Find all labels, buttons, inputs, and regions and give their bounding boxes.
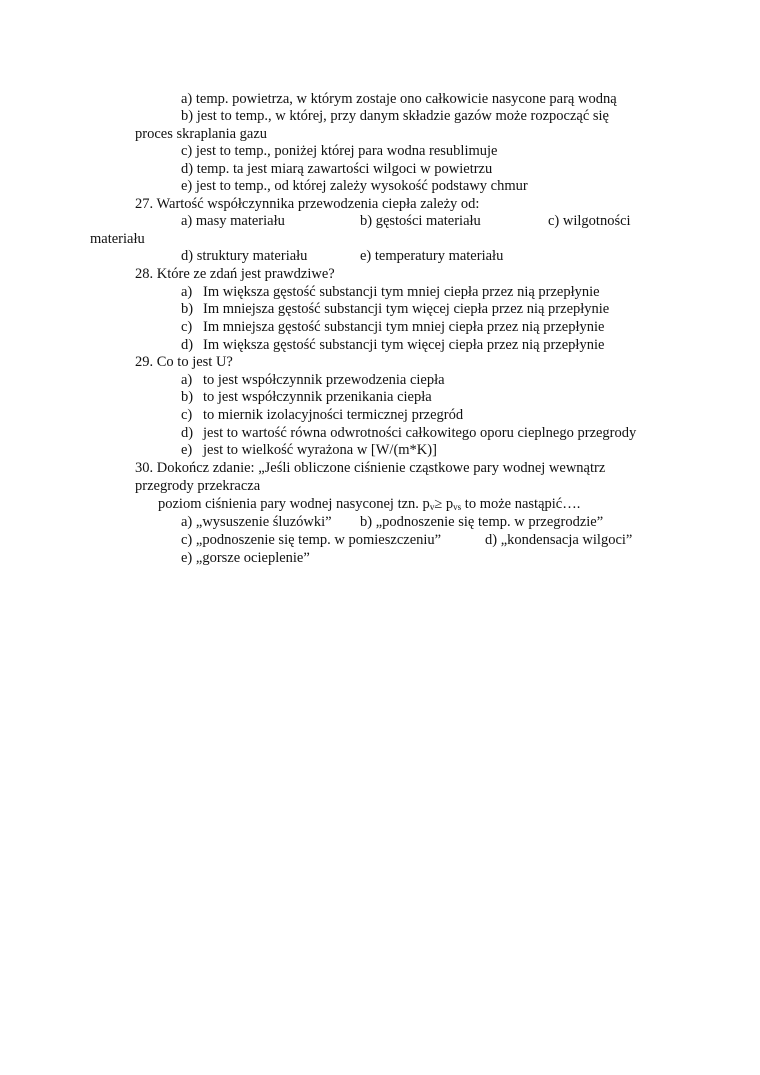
q26-option-d: d) temp. ta jest miarą zawartości wilgoci w powietrzu bbox=[181, 161, 493, 177]
q30-question-line2: przegrody przekracza bbox=[135, 478, 261, 494]
q29-question: 29. Co to jest U? bbox=[135, 354, 233, 370]
q30-option-e: e) „gorsze ocieplenie” bbox=[181, 550, 310, 566]
q27-question: 27. Wartość współczynnika przewodzenia ciepła zależy od: bbox=[135, 196, 480, 212]
q30-question-line1: 30. Dokończ zdanie: „Jeśli obliczone ciśnienie cząstkowe pary wodnej wewnątrz bbox=[135, 460, 606, 476]
q30-q3-post: to może nastąpić…. bbox=[461, 496, 581, 512]
q30-option-b: b) „podnoszenie się temp. w przegrodzie” bbox=[360, 514, 604, 530]
option-label: c) bbox=[181, 407, 193, 423]
q26-option-b-line1: b) jest to temp., w której, przy danym składzie gazów może rozpocząć się bbox=[181, 108, 609, 124]
q27-option-c-line2: materiału bbox=[90, 231, 145, 247]
option-text: to jest współczynnik przenikania ciepła bbox=[203, 389, 432, 405]
q30-q3-pre: poziom ciśnienia pary wodnej nasyconej tzn. p bbox=[158, 496, 430, 512]
q30-option-d: d) „kondensacja wilgoci” bbox=[485, 532, 633, 548]
option-text: Im mniejsza gęstość substancji tym mniej ciepła przez nią przepłynie bbox=[203, 319, 605, 335]
option-label: b) bbox=[181, 389, 194, 405]
option-label: b) bbox=[181, 301, 194, 317]
option-text: jest to wartość równa odwrotności całkowitego oporu cieplnego przegrody bbox=[203, 425, 637, 441]
option-text: Im mniejsza gęstość substancji tym więcej ciepła przez nią przepłynie bbox=[203, 301, 610, 317]
option-label: d) bbox=[181, 337, 194, 353]
q27-option-a: a) masy materiału bbox=[181, 213, 285, 229]
q26-option-a: a) temp. powietrza, w którym zostaje ono całkowicie nasycone parą wodną bbox=[181, 91, 617, 107]
option-text: jest to wielkość wyrażona w [W/(m*K)] bbox=[203, 442, 437, 458]
option-label: a) bbox=[181, 284, 193, 300]
option-label: a) bbox=[181, 372, 193, 388]
option-text: Im większa gęstość substancji tym więcej ciepła przez nią przepłynie bbox=[203, 337, 605, 353]
q30-q3-sub2: vs bbox=[453, 502, 462, 512]
q27-option-c-line1: c) wilgotności bbox=[548, 213, 631, 229]
option-text: Im większa gęstość substancji tym mniej ciepła przez nią przepłynie bbox=[203, 284, 600, 300]
option-text: to jest współczynnik przewodzenia ciepła bbox=[203, 372, 445, 388]
option-label: e) bbox=[181, 442, 193, 458]
q28-question: 28. Które ze zdań jest prawdziwe? bbox=[135, 266, 335, 282]
option-label: d) bbox=[181, 425, 194, 441]
q26-option-c: c) jest to temp., poniżej której para wodna resublimuje bbox=[181, 143, 498, 159]
q27-option-b: b) gęstości materiału bbox=[360, 213, 481, 229]
option-text: to miernik izolacyjności termicznej przegród bbox=[203, 407, 464, 423]
q30-question-line3 bbox=[158, 496, 580, 513]
q30-q3-mid: ≥ p bbox=[434, 496, 454, 512]
option-label: c) bbox=[181, 319, 193, 335]
q27-option-d: d) struktury materiału bbox=[181, 248, 308, 264]
q30-option-a: a) „wysuszenie śluzówki” bbox=[181, 514, 332, 530]
q27-option-e: e) temperatury materiału bbox=[360, 248, 504, 264]
q26-option-b-line2: proces skraplania gazu bbox=[135, 126, 268, 142]
q30-q3-sub1: v bbox=[429, 502, 435, 512]
q26-option-e: e) jest to temp., od której zależy wysokość podstawy chmur bbox=[181, 178, 528, 194]
q30-option-c: c) „podnoszenie się temp. w pomieszczeniu” bbox=[181, 532, 442, 548]
